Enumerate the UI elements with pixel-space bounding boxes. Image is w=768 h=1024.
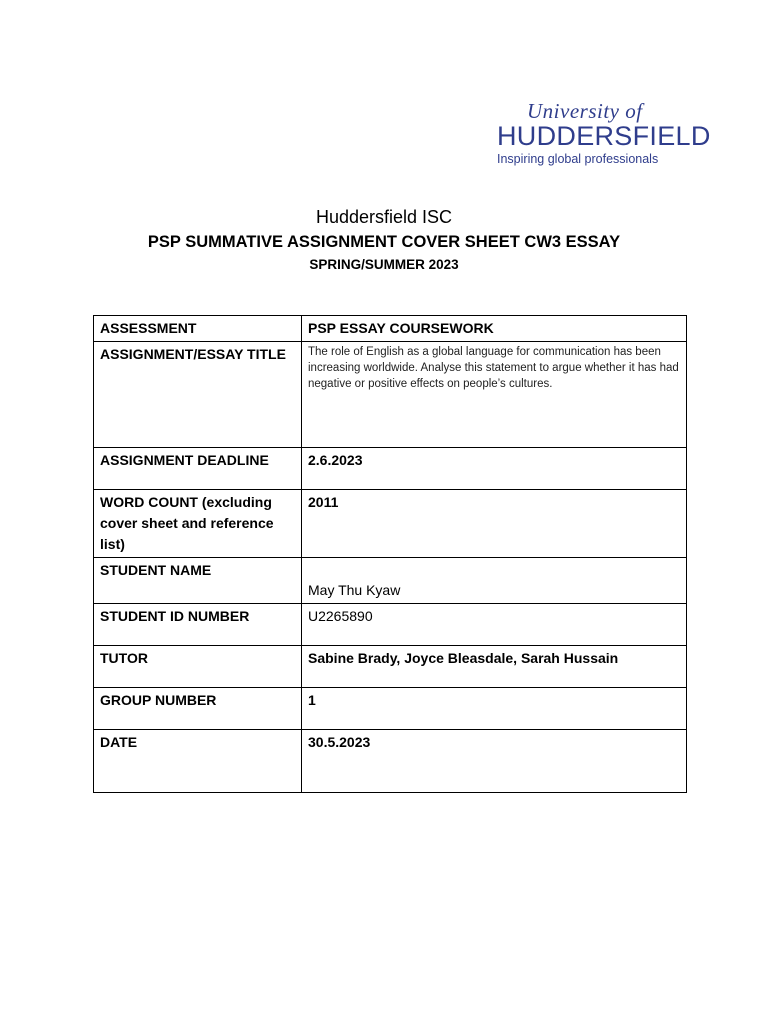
- table-row: [94, 342, 687, 448]
- logo-huddersfield: HUDDERSFIELD: [497, 121, 711, 151]
- table-row: [94, 688, 687, 730]
- row-value-date: 30.5.2023: [302, 730, 687, 793]
- table-row: [94, 604, 687, 646]
- row-label-deadline: ASSIGNMENT DEADLINE: [94, 448, 302, 490]
- row-label-assessment: ASSESSMENT: [94, 316, 302, 342]
- table-row: [94, 558, 687, 604]
- institution-heading: Huddersfield ISC: [315, 207, 453, 227]
- row-label-student-name: STUDENT NAME: [94, 558, 302, 604]
- cover-sheet-table: [93, 315, 687, 793]
- university-logo: [497, 99, 711, 167]
- row-value-assessment: PSP ESSAY COURSEWORK: [302, 316, 687, 342]
- row-label-tutor: TUTOR: [94, 646, 302, 688]
- row-label-word-count: WORD COUNT (excluding cover sheet and reference list): [94, 490, 302, 558]
- row-label-date: DATE: [94, 730, 302, 793]
- table-row: [94, 490, 687, 558]
- row-label-assignment-title: ASSIGNMENT/ESSAY TITLE: [94, 342, 302, 448]
- row-value-deadline: 2.6.2023: [302, 448, 687, 490]
- row-value-student-id: U2265890: [302, 604, 687, 646]
- row-value-student-name: May Thu Kyaw: [302, 558, 687, 604]
- row-value-group-number: 1: [302, 688, 687, 730]
- row-label-group-number: GROUP NUMBER: [94, 688, 302, 730]
- document-title: PSP SUMMATIVE ASSIGNMENT COVER SHEET CW3 ESSAY: [147, 233, 621, 251]
- row-value-word-count: 2011: [302, 490, 687, 558]
- logo-tagline: Inspiring global professionals: [497, 152, 659, 166]
- table-row: [94, 316, 687, 342]
- table-row: [94, 448, 687, 490]
- row-label-student-id: STUDENT ID NUMBER: [94, 604, 302, 646]
- table-row: [94, 646, 687, 688]
- logo-university-of: University of: [527, 99, 643, 123]
- row-value-assignment-title: The role of English as a global language for communication has been increasing worldwide. Analyse this statement to argue whether it has had negative or positive effects on people’s cultures.: [302, 342, 687, 448]
- term-subtitle: SPRING/SUMMER 2023: [309, 257, 459, 272]
- table-row: [94, 730, 687, 793]
- row-value-tutor: Sabine Brady, Joyce Bleasdale, Sarah Hussain: [302, 646, 687, 688]
